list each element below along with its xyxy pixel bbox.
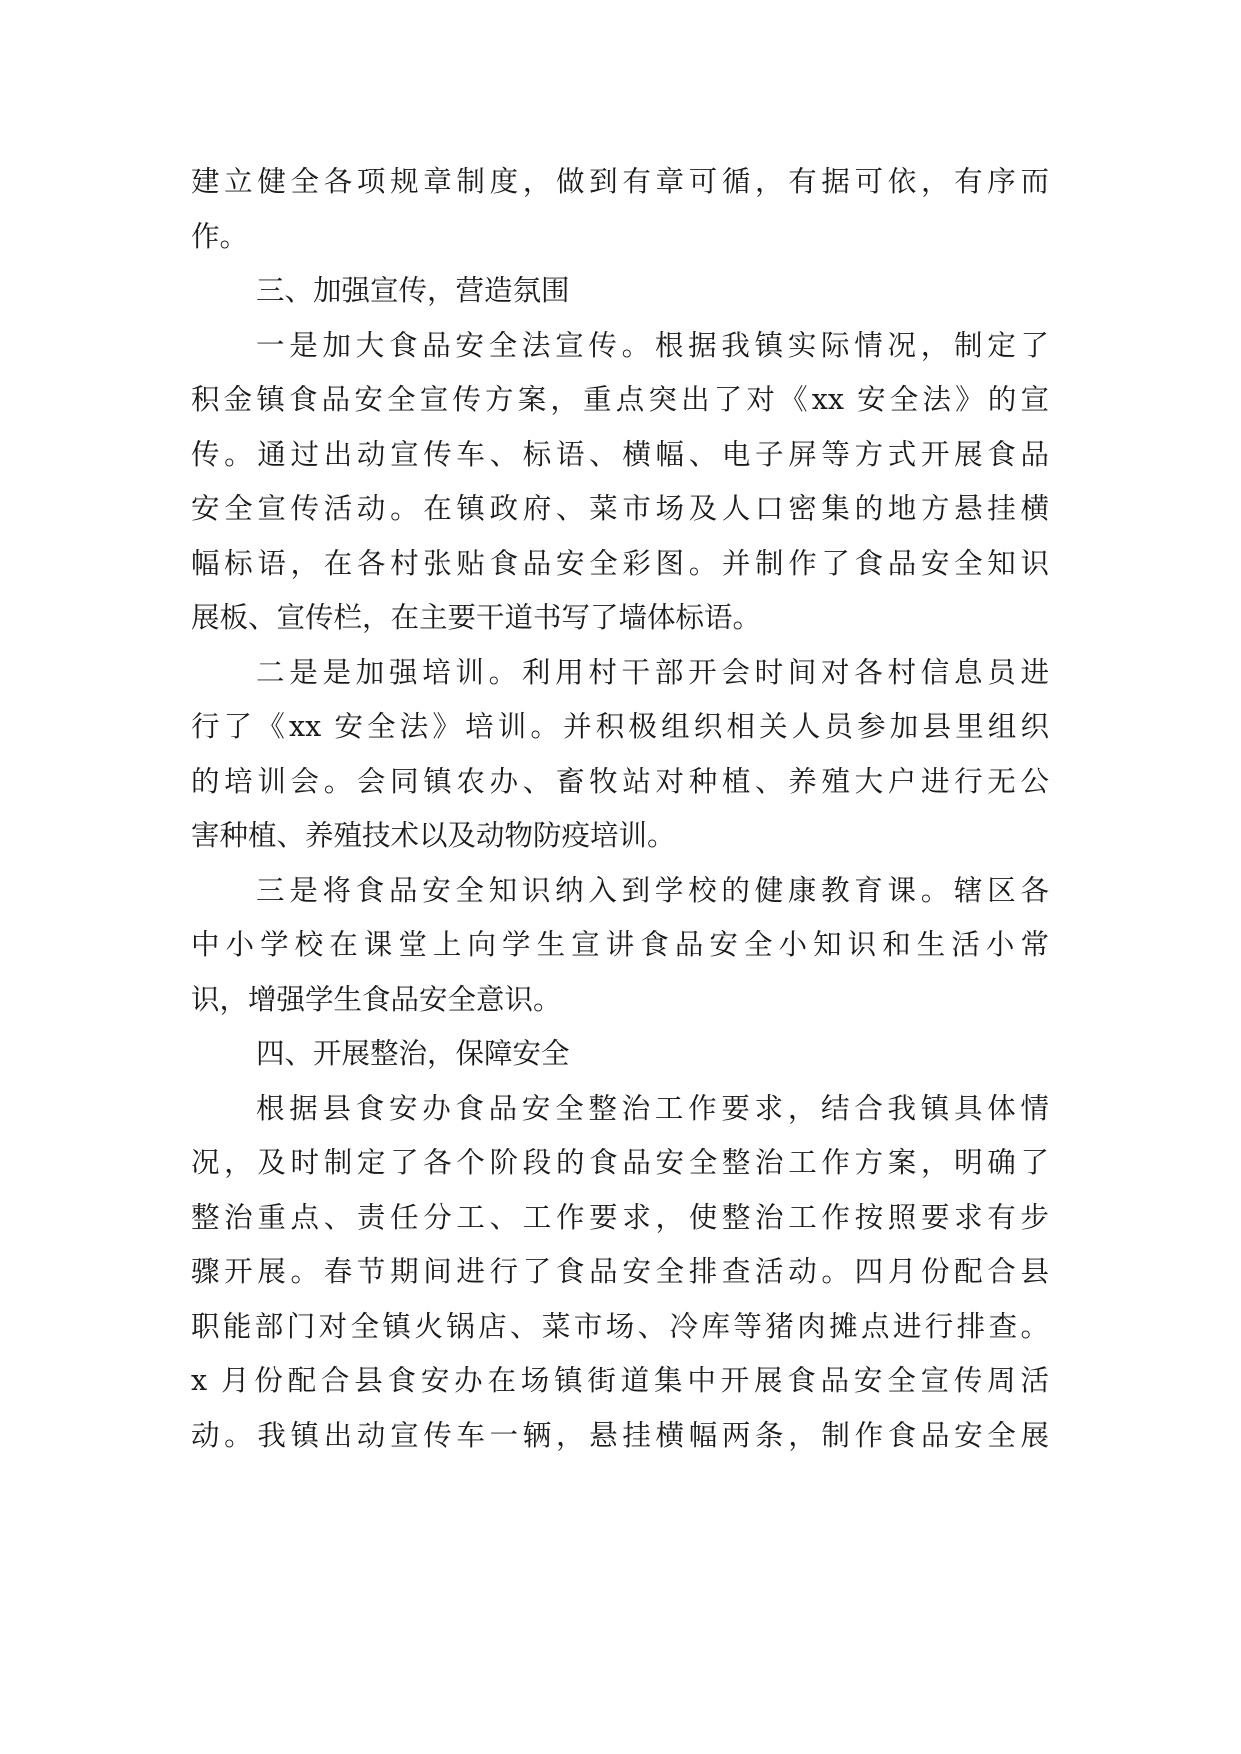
paragraph-line-7: 安全宣传活动。在镇政府、菜市场及人口密集的地方悬挂横 <box>191 492 1049 525</box>
paragraph-line-4: 一是加大食品安全法宣传。根据我镇实际情况，制定了 <box>256 328 1049 362</box>
paragraph-line-13: 害种植、养殖技术以及动物防疫培训。 <box>191 819 676 852</box>
section-heading-3: 三、加强宣传，营造氛围 <box>256 274 570 307</box>
paragraph-line-23: x 月份配合县食安办在场镇街道集中开展食品安全宣传周活 <box>191 1364 1049 1397</box>
paragraph-line-24: 动。我镇出动宣传车一辆，悬挂横幅两条，制作食品安全展 <box>191 1418 1049 1452</box>
paragraph-line-5: 积金镇食品安全宣传方案，重点突出了对《xx 安全法》的宣 <box>191 383 1049 416</box>
paragraph-line-2: 作。 <box>191 219 249 253</box>
document-body <box>191 155 1049 1463</box>
paragraph-line-10: 二是是加强培训。利用村干部开会时间对各村信息员进 <box>256 655 1049 689</box>
paragraph-line-6: 传。通过出动宣传车、标语、横幅、电子屏等方式开展食品 <box>191 437 1049 471</box>
paragraph-line-1: 建立健全各项规章制度，做到有章可循，有据可依，有序而 <box>191 165 1049 198</box>
paragraph-line-22: 职能部门对全镇火锅店、菜市场、冷库等猪肉摊点进行排查。 <box>191 1309 1049 1343</box>
paragraph-line-8: 幅标语，在各村张贴食品安全彩图。并制作了食品安全知识 <box>191 546 1049 580</box>
paragraph-line-19: 况，及时制定了各个阶段的食品安全整治工作方案，明确了 <box>191 1146 1049 1179</box>
paragraph-line-12: 的培训会。会同镇农办、畜牧站对种植、养殖大户进行无公 <box>191 764 1049 798</box>
paragraph-line-21: 骤开展。春节期间进行了食品安全排查活动。四月份配合县 <box>191 1255 1049 1288</box>
paragraph-line-18: 根据县食安办食品安全整治工作要求，结合我镇具体情 <box>256 1091 1049 1125</box>
paragraph-line-16: 识，增强学生食品安全意识。 <box>191 982 562 1016</box>
paragraph-line-14: 三是将食品安全知识纳入到学校的健康教育课。辖区各 <box>256 873 1049 907</box>
section-heading-4: 四、开展整治，保障安全 <box>256 1037 570 1070</box>
paragraph-line-15: 中小学校在课堂上向学生宣讲食品安全小知识和生活小常 <box>191 928 1049 961</box>
paragraph-line-9: 展板、宣传栏，在主要干道书写了墙体标语。 <box>191 601 762 634</box>
paragraph-line-20: 整治重点、责任分工、工作要求，使整治工作按照要求有步 <box>191 1200 1049 1234</box>
paragraph-line-11: 行了《xx 安全法》培训。并积极组织相关人员参加县里组织 <box>191 710 1049 743</box>
